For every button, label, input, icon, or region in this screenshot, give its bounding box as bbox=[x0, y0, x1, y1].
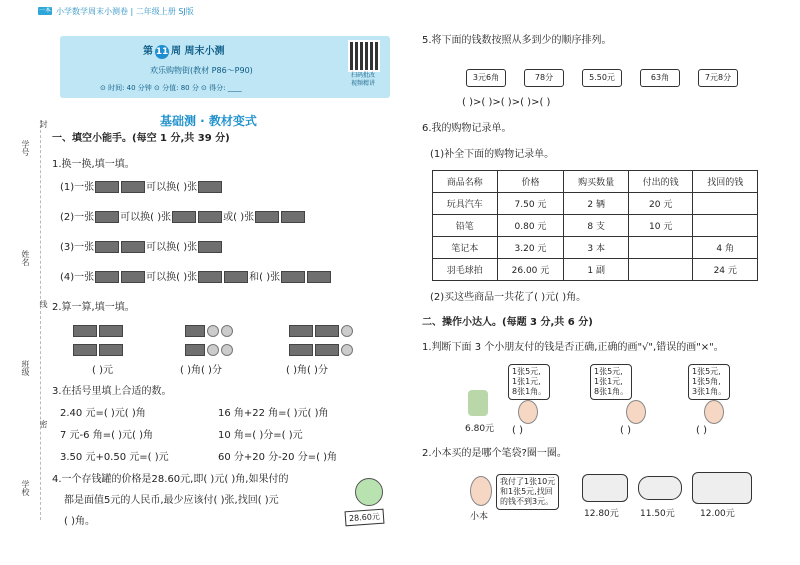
q4-line-2: 都是面值5元的人民币,最少应该付( )张,找回( )元 bbox=[64, 495, 279, 506]
table-row: 羽毛球拍 26.00 元 1 副 24 元 bbox=[433, 259, 758, 281]
q4-line-1: 4.一个存钱罐的价格是28.60元,即( )元( )角,如果付的 bbox=[52, 474, 289, 485]
price-box: 63角 bbox=[640, 69, 680, 87]
table-row: 笔记本 3.20 元 3 本 4 角 bbox=[433, 237, 758, 259]
item-price: 6.80元 bbox=[465, 424, 495, 434]
bag-price-1: 12.80元 bbox=[584, 509, 619, 519]
q3-title: 3.在括号里填上合适的数。 bbox=[52, 386, 172, 397]
q6-title: 6.我的购物记录单。 bbox=[422, 123, 512, 134]
banknote-icon bbox=[95, 271, 119, 283]
banknote-icon bbox=[307, 271, 331, 283]
price-box: 5.50元 bbox=[582, 69, 622, 87]
q2-title: 2.算一算,填一填。 bbox=[52, 302, 135, 313]
pencil-case-3-icon[interactable] bbox=[692, 472, 752, 504]
banknote-icon bbox=[281, 211, 305, 223]
piggy-bank-price-tag: 28.60元 bbox=[345, 509, 385, 527]
bag-price-2: 11.50元 bbox=[640, 509, 675, 519]
banknote-icon bbox=[95, 241, 119, 253]
week-title: 第 11 周 周末小测 bbox=[143, 46, 225, 57]
price-box: 78分 bbox=[524, 69, 564, 87]
banknote-icon bbox=[95, 181, 119, 193]
q1-line-1: (1)一张 可以换( )张 bbox=[60, 181, 223, 195]
binding-strip bbox=[14, 120, 48, 520]
kid3-avatar bbox=[704, 400, 724, 424]
banknote-icon bbox=[121, 271, 145, 283]
school-label: 学校 bbox=[21, 480, 30, 496]
test-header bbox=[60, 36, 390, 98]
banknote-icon bbox=[281, 271, 305, 283]
q2-blank-2[interactable]: ( )角( )分 bbox=[180, 365, 222, 376]
banknote-icon bbox=[121, 241, 145, 253]
q2-money-group-2 bbox=[184, 320, 234, 358]
q1-line-4: (4)一张 可以换( )张 和( )张 bbox=[60, 271, 332, 285]
banknote-icon bbox=[172, 211, 196, 223]
student-number-label: 学号 bbox=[21, 140, 30, 156]
series-badge: 一本 bbox=[38, 7, 51, 14]
q3-row3-left[interactable]: 3.50 元+0.50 元=( )元 bbox=[60, 452, 169, 463]
judge-blank-2[interactable]: ( ) bbox=[620, 425, 631, 436]
kid3-bubble: 1张5元, 1张5角, 3张1角。 bbox=[688, 364, 730, 400]
meta-line: ⊙ 时间: 40 分钟 ⊙ 分值: 80 分 ⊙ 得分: ____ bbox=[100, 84, 242, 92]
cut-mark-secret: 密 bbox=[39, 420, 48, 428]
piggy-bank-icon bbox=[355, 478, 383, 506]
shopping-record-table bbox=[432, 170, 758, 281]
q1-line-2: (2)一张 可以换( )张 或( )张 bbox=[60, 211, 306, 225]
q2-money-group-1 bbox=[72, 320, 124, 358]
q4-line-3: ( )角。 bbox=[64, 516, 95, 527]
name-label: 姓名 bbox=[21, 250, 30, 266]
xiaoben-name: 小本 bbox=[470, 512, 489, 522]
q1-line-3: (3)一张 可以换( )张 bbox=[60, 241, 223, 255]
banknote-icon bbox=[198, 181, 222, 193]
top-bar bbox=[0, 0, 800, 22]
class-label: 班级 bbox=[21, 360, 30, 376]
kid2-avatar bbox=[626, 400, 646, 424]
banknote-icon bbox=[121, 181, 145, 193]
order-blanks[interactable]: ( )>( )>( )>( )>( ) bbox=[462, 97, 551, 108]
banknote-icon bbox=[224, 271, 248, 283]
q2-money-group-3 bbox=[288, 320, 354, 358]
price-box: 7元8分 bbox=[698, 69, 738, 87]
cut-line bbox=[40, 120, 41, 520]
pencil-case-question: 2.小本买的是哪个笔袋?圈一圈。 bbox=[422, 448, 567, 459]
pencil-case-1-icon[interactable] bbox=[582, 474, 628, 502]
q5-title: 5.将下面的钱数按照从多到少的顺序排列。 bbox=[422, 35, 612, 46]
qr-caption: 扫码批改 视频精讲 bbox=[350, 72, 375, 87]
q3-row1-left[interactable]: 2.40 元=( )元( )角 bbox=[60, 408, 146, 419]
section-title: 基础测 · 教材变式 bbox=[160, 114, 257, 128]
q3-row3-right[interactable]: 60 分+20 分-20 分=( )角 bbox=[218, 452, 338, 463]
plant-icon bbox=[468, 390, 488, 416]
q1-title: 1.换一换,填一填。 bbox=[52, 159, 135, 170]
price-houses bbox=[466, 65, 756, 87]
series-title: 小学数学周末小测卷 | 二年级上册 SJ版 bbox=[56, 7, 194, 16]
banknote-icon bbox=[255, 211, 279, 223]
banknote-icon bbox=[198, 241, 222, 253]
qr-code-icon[interactable] bbox=[348, 40, 380, 72]
xiaoben-avatar bbox=[470, 476, 492, 506]
judge-blank-3[interactable]: ( ) bbox=[696, 425, 707, 436]
banknote-icon bbox=[198, 211, 222, 223]
banknote-icon bbox=[198, 271, 222, 283]
subtitle: 欢乐购物街(教材 P86～P90) bbox=[150, 66, 253, 75]
price-box: 3元6角 bbox=[466, 69, 506, 87]
q3-row2-left[interactable]: 7 元-6 角=( )元( )角 bbox=[60, 430, 154, 441]
xiaoben-speech: 我付了1张10元 和1张5元,找回 的钱不到3元。 bbox=[496, 474, 559, 510]
cut-mark-line: 线 bbox=[39, 300, 48, 308]
table-row: 铅笔 0.80 元 8 支 10 元 bbox=[433, 215, 758, 237]
q3-row2-right[interactable]: 10 角=( )分=( )元 bbox=[218, 430, 303, 441]
kid1-bubble: 1张5元, 1张1元, 8张1角。 bbox=[508, 364, 550, 400]
week-number: 11 bbox=[155, 47, 169, 57]
kid1-avatar bbox=[518, 400, 538, 424]
part2-title: 二、操作小达人。(每题 3 分,共 6 分) bbox=[422, 317, 593, 328]
table-row: 玩具汽车 7.50 元 2 辆 20 元 bbox=[433, 193, 758, 215]
q2-blank-3[interactable]: ( )角( )分 bbox=[286, 365, 328, 376]
part1-title: 一、填空小能手。(每空 1 分,共 39 分) bbox=[52, 133, 230, 144]
table-header-row: 商品名称 价格 购买数量 付出的钱 找回的钱 bbox=[433, 171, 758, 193]
cut-mark-seal: 封 bbox=[39, 120, 48, 128]
q6-sub1: (1)补全下面的购物记录单。 bbox=[430, 149, 555, 160]
bag-price-3: 12.00元 bbox=[700, 509, 735, 519]
pencil-case-2-icon[interactable] bbox=[638, 476, 682, 500]
q2-blank-1[interactable]: ( )元 bbox=[92, 365, 113, 376]
judge-question: 1.判断下面 3 个小朋友付的钱是否正确,正确的画"√",错误的画"×"。 bbox=[422, 342, 724, 353]
kid2-bubble: 1张5元, 1张1元, 8张1角。 bbox=[590, 364, 632, 400]
judge-blank-1[interactable]: ( ) bbox=[512, 425, 523, 436]
q3-row1-right[interactable]: 16 角+22 角=( )元( )角 bbox=[218, 408, 329, 419]
banknote-icon bbox=[95, 211, 119, 223]
q6-sub2[interactable]: (2)买这些商品一共花了( )元( )角。 bbox=[430, 292, 587, 303]
